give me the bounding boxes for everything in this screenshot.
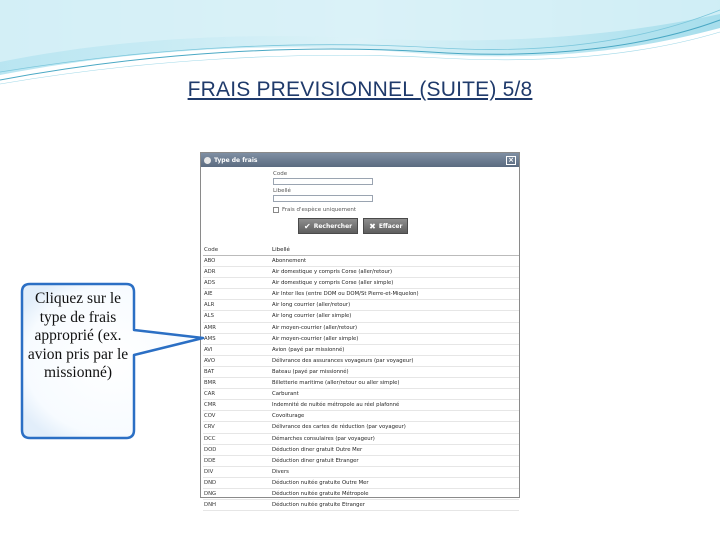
row-libelle: Déduction diner gratuit Outre Mer: [272, 446, 363, 453]
row-libelle: Covoiturage: [272, 413, 305, 420]
row-code: AIE: [204, 291, 213, 298]
row-code: ADS: [204, 280, 216, 287]
row-code: ADR: [204, 269, 216, 276]
row-libelle: Air moyen-courrier (aller simple): [272, 335, 359, 342]
row-libelle: Billetterie maritime (aller/retour ou aller simple): [272, 380, 400, 387]
column-header-libelle[interactable]: Libellé: [272, 247, 290, 253]
row-libelle: Déduction nuitée gratuite Etranger: [272, 502, 365, 509]
row-libelle: Air moyen-courrier (aller/retour): [272, 324, 358, 331]
libelle-label: Libellé: [273, 188, 291, 194]
row-code: DCC: [204, 435, 216, 442]
cash-only-label: Frais d'espèce uniquement: [282, 206, 357, 213]
check-icon: ✔: [304, 221, 311, 231]
row-code: AVO: [204, 357, 215, 364]
row-code: CAR: [204, 391, 216, 398]
row-code: ALS: [204, 313, 214, 320]
row-libelle: Divers: [272, 468, 289, 475]
row-libelle: Déduction nuitée gratuite Métropole: [272, 490, 369, 497]
row-code: AVI: [204, 346, 213, 353]
row-libelle: Air long courrier (aller simple): [272, 313, 352, 320]
row-libelle: Air domestique y compris Corse (aller/retour): [272, 269, 393, 276]
row-code: DIV: [204, 468, 214, 475]
row-code: AMR: [204, 324, 216, 331]
row-code: COV: [204, 413, 216, 420]
row-libelle: Indemnité de nuitée métropole au réel plafonné: [272, 402, 400, 409]
row-libelle: Délivrance des cartes de réduction (par voyageur): [272, 424, 406, 431]
row-libelle: Déduction diner gratuit Etranger: [272, 457, 359, 464]
row-code: BMR: [204, 380, 216, 387]
row-code: CMR: [204, 402, 216, 409]
row-code: AMS: [204, 335, 216, 342]
row-libelle: Carburant: [272, 391, 299, 398]
row-libelle: Déduction nuitée gratuite Outre Mer: [272, 479, 369, 486]
callout-text: Cliquez sur le type de frais approprié (ex. avion pris par le missionné): [27, 290, 129, 382]
row-code: CRV: [204, 424, 215, 431]
row-libelle: Bateau (payé par missionné): [272, 368, 349, 375]
row-code: ALR: [204, 302, 215, 309]
search-button-label: Rechercher: [313, 222, 353, 230]
row-code: BAT: [204, 368, 215, 375]
row-code: DNH: [204, 502, 217, 509]
cross-icon: ✖: [369, 221, 376, 231]
row-code: ABO: [204, 258, 216, 264]
close-icon[interactable]: ×: [506, 156, 516, 165]
row-code: DDE: [204, 457, 216, 464]
row-libelle: Abonnement: [272, 258, 307, 264]
dialog-title: Type de frais: [214, 156, 258, 164]
row-libelle: Air domestique y compris Corse (aller simple): [272, 280, 394, 287]
row-libelle: Délivrance des assurances voyageurs (par voyageur): [272, 357, 414, 364]
clear-button-label: Effacer: [378, 222, 403, 230]
column-header-code[interactable]: Code: [204, 247, 219, 253]
row-libelle: Air long courrier (aller/retour): [272, 302, 351, 309]
code-label: Code: [273, 171, 288, 177]
row-libelle: Avion (payé par missionné): [272, 346, 345, 353]
row-code: DOD: [204, 446, 217, 453]
row-code: DNG: [204, 490, 217, 497]
row-code: DND: [204, 479, 217, 486]
row-libelle: Démarches consulaires (par voyageur): [272, 435, 375, 442]
row-libelle: Air Inter Iles (entre DOM ou DOM/St Pierre-et-Miquelon): [272, 291, 419, 298]
slide-title: FRAIS PREVISIONNEL (SUITE) 5/8: [187, 78, 533, 101]
